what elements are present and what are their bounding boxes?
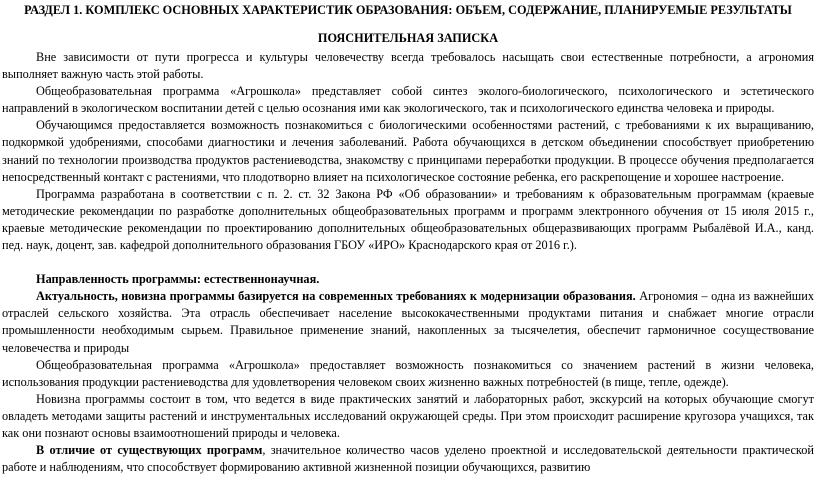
paragraph-plant-significance: Общеобразовательная программа «Агрошкола» предоставляет возможность познакомиться со значением растений в жизни человека, использования продукции растениеводства для удовлетворения человеком своих жизненно важных потребностей (в пище, тепле, одежде).	[2, 357, 814, 389]
paragraph-learning-opportunities: Обучающимся предоставляется возможность познакомиться с биологическими особенностями растений, с требованиями к их выращиванию, подкормкой удобрениями, способами диагностики и лечения заболеваний. Работа обучающихся в детском объединении способствует приобретению знаний по технологии производства продуктов растениеводства, знакомству с принципами переработки продукции. В процессе обучения предполагается непосредственный контакт с растениями, что плодотворно влияет на психологическое состояние ребенка, его раскрепощение и хорошее настроение.	[2, 118, 814, 184]
paragraph-relevance	[2, 288, 814, 356]
paragraph-novelty: Новизна программы состоит в том, что ведется в виде практических занятий и лабораторных работ, экскурсий на которых обучающие смогут овладеть методами защиты растений и инструментальных исследований окружающей среды. При этом происходит расширение кругозора учащихся, так как они познают основы взаимоотношений природы и человека.	[2, 391, 814, 440]
relevance-heading: Актуальность, новизна программы базируется на современных требованиях к модернизации образования.	[36, 289, 636, 304]
relevance-text: Агрономия – одна из важнейших отраслей сельского хозяйства. Эта отрасль обеспечивает население высококачественными продуктами питания и снабжает многие отрасли промышленности необходимым сырьем. Правильное применение знаний, накопленных за тысячелетия, обеспечит гармоничное сосуществование человечества и природы	[2, 289, 814, 355]
differences-text: , значительное количество часов уделено проектной и исследовательской деятельности практической работе и наблюдениям, что способствует формированию активной жизненной позиции обучающихся, развитию	[2, 443, 814, 475]
paragraph-legal-basis: Программа разработана в соответствии с п. 2. ст. 32 Закона РФ «Об образовании» и требованиям к образовательным программам (краевые методические рекомендации по разработке дополнительных общеобразовательных программ и программ электронного обучения от 15 июля 2015 г., краевые методические рекомендации по проектированию дополнительных общеобразовательных общеразвивающих программ Рыбалёвой И.А., канд. пед. наук, доцент, зав. кафедрой дополнительного образования ГБОУ «ИРО» Краснодарского края от 2016 г.).	[2, 186, 814, 253]
paragraph-program-synthesis: Общеобразовательная программа «Агрошкола» представляет собой синтез эколого-биологического, психологического и эстетического направлений в экологическом воспитании детей с целью осознания ими как экологического, так и психологического единства человека и природы.	[2, 84, 814, 116]
orientation-text: Направленность программы: естественнонаучная.	[36, 272, 320, 287]
paragraph-intro: Вне зависимости от пути прогресса и культуры человечеству всегда требовалось насыщать свои естественные потребности, а агрономия выполняет важную часть этой работы.	[2, 50, 814, 82]
section-title: РАЗДЕЛ 1. КОМПЛЕКС ОСНОВНЫХ ХАРАКТЕРИСТИК ОБРАЗОВАНИЯ: ОБЪЕМ, СОДЕРЖАНИЕ, ПЛАНИРУЕМЫЕ РЕЗУЛЬТАТЫ	[24, 3, 792, 17]
note-title: ПОЯСНИТЕЛЬНАЯ ЗАПИСКА	[317, 31, 499, 45]
paragraph-orientation	[2, 271, 814, 288]
paragraph-spacer	[2, 254, 814, 271]
differences-heading: В отличие от существующих программ	[36, 443, 263, 458]
paragraph-differences	[2, 442, 814, 476]
